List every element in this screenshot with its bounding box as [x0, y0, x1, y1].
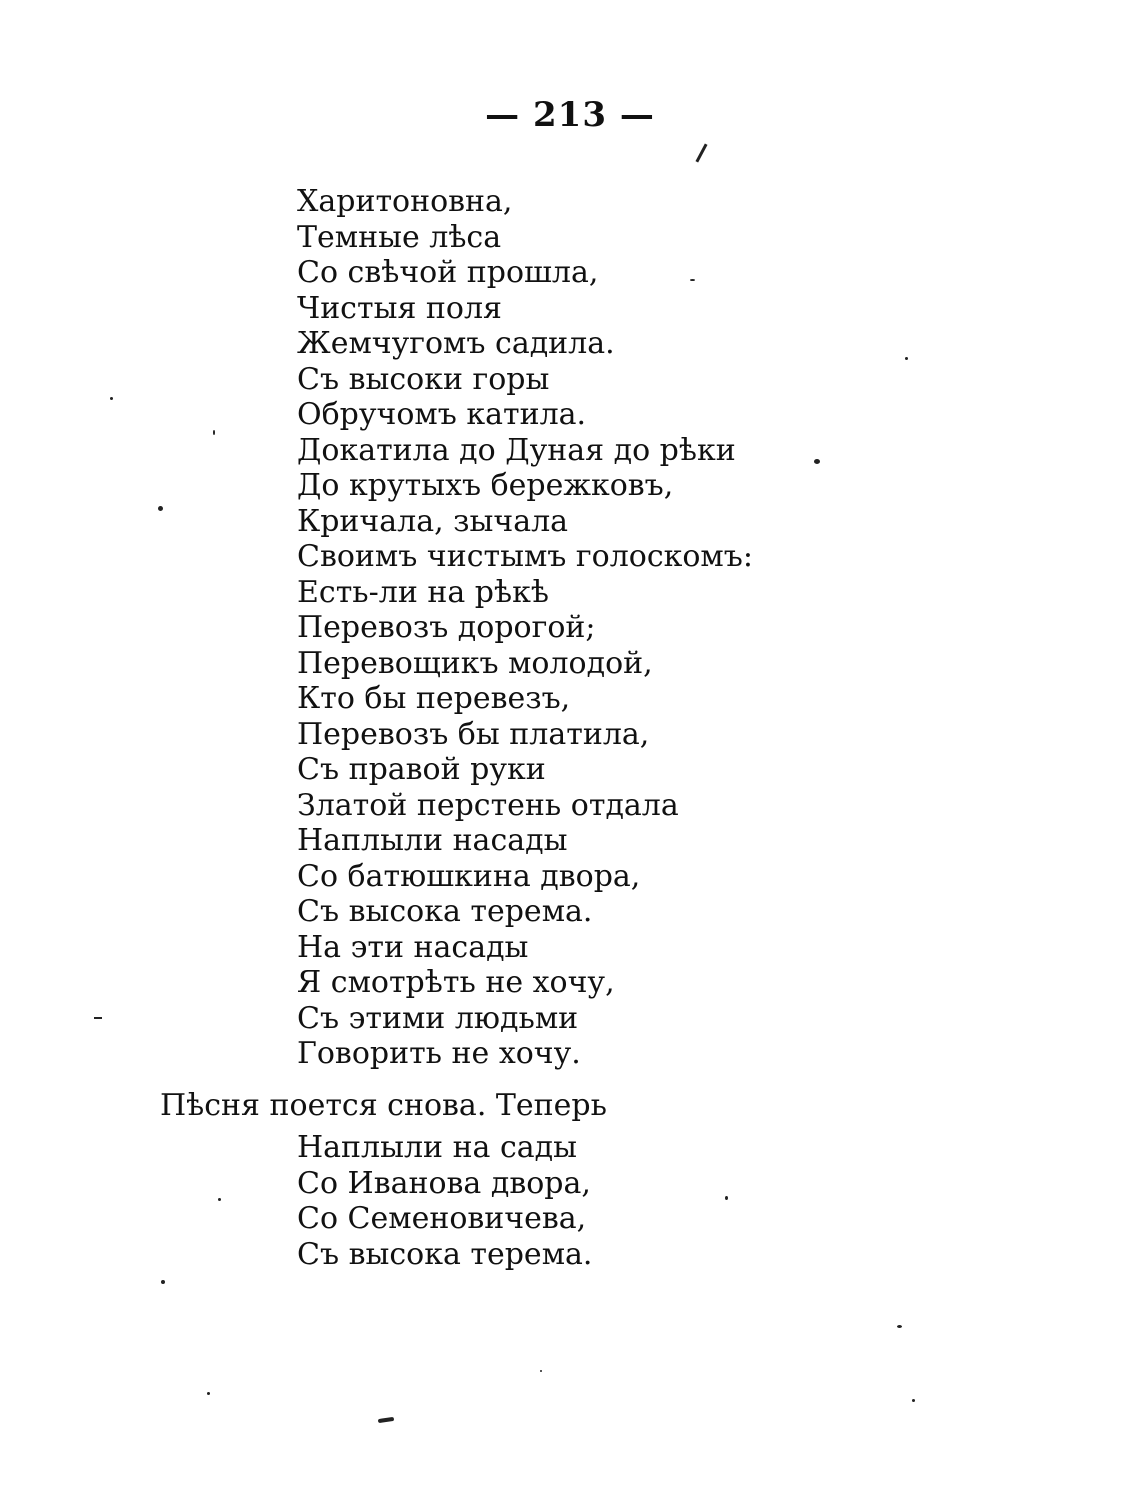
- verse-line: Наплыли насады: [297, 823, 568, 858]
- verse-line: До крутыхъ бережковъ,: [297, 468, 674, 503]
- verse-line: Съ правой руки: [297, 752, 546, 787]
- verse-line: Со Иванова двора,: [297, 1165, 591, 1201]
- verse-second: [297, 1130, 592, 1272]
- page-number: — 213 —: [485, 95, 655, 135]
- scan-speck: [158, 506, 163, 511]
- verse-line: Перевозъ дорогой;: [297, 610, 596, 645]
- verse-line: Чистыя поля: [297, 290, 502, 326]
- verse-line: Своимъ чистымъ голоскомъ:: [297, 539, 753, 574]
- verse-line: Перевощикъ молодой,: [297, 645, 653, 681]
- verse-line: На эти насады: [297, 929, 529, 965]
- verse-line: Есть-ли на рѣкѣ: [297, 574, 549, 610]
- verse-line: Кричала, зычала: [297, 503, 569, 539]
- verse-line: Со Семеновичева,: [297, 1201, 587, 1236]
- scan-mark: [94, 1017, 102, 1019]
- verse-line: Со свѣчой прошла,: [297, 255, 599, 290]
- verse-line: Съ высоки горы: [297, 361, 550, 397]
- scan-speck: [218, 1198, 221, 1201]
- verse-line: Обручомъ катила.: [297, 397, 587, 432]
- scan-speck: [213, 430, 215, 435]
- verse-line: Говорить не хочу.: [297, 1036, 581, 1071]
- verse-line: Я смотрѣть не хочу,: [297, 965, 615, 1000]
- scan-speck: [207, 1392, 210, 1395]
- scan-mark: [695, 143, 707, 162]
- scan-speck: [690, 279, 695, 281]
- verse-line: Съ высока терема.: [297, 894, 593, 929]
- verse-line: Съ высока терема.: [297, 1236, 593, 1272]
- verse-line: Докатила до Дуная до рѣки: [297, 432, 736, 468]
- scan-speck: [897, 1325, 902, 1328]
- verse-line: Перевозъ бы платила,: [297, 716, 650, 752]
- verse-line: Кто бы перевезъ,: [297, 681, 571, 716]
- scan-mark: [378, 1417, 394, 1423]
- verse-line: Темные лѣса: [297, 219, 502, 255]
- verse-line: Наплыли на сады: [297, 1130, 578, 1165]
- scan-speck: [725, 1196, 728, 1200]
- verse-line: Златой перстень отдала: [297, 787, 679, 823]
- scan-speck: [912, 1399, 915, 1402]
- prose-line: Пѣсня поется снова. Теперь: [160, 1088, 607, 1123]
- verse-line: Съ этими людьми: [297, 1000, 579, 1036]
- verse-line: Со батюшкина двора,: [297, 858, 641, 894]
- scan-speck: [814, 459, 820, 464]
- verse-line: Жемчугомъ садила.: [297, 326, 615, 361]
- verse-line: Харитоновна,: [297, 184, 513, 219]
- scan-speck: [905, 357, 908, 360]
- scan-speck: [540, 1370, 542, 1372]
- verse-first: [297, 184, 753, 1072]
- scan-speck: [110, 397, 113, 400]
- scan-speck: [161, 1280, 165, 1284]
